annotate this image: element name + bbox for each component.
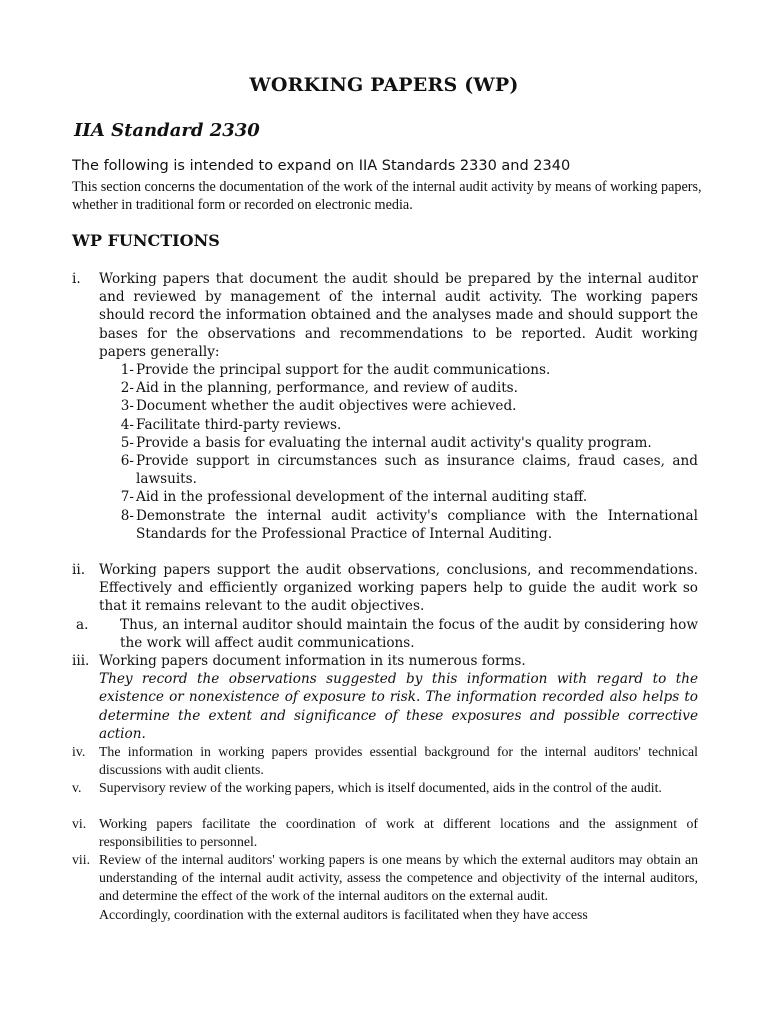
- sub-item-letter: a.: [76, 616, 89, 633]
- item-continuation: Accordingly, coordination with the external auditors is facilitated when they have access: [99, 906, 588, 922]
- sub-item-number: 2-: [120, 380, 134, 397]
- sub-item-number: 8-: [120, 507, 134, 524]
- sub-item-text: Provide a basis for evaluating the internal audit activity's quality program.: [136, 434, 652, 451]
- item-number: vii.: [72, 852, 91, 867]
- sub-item-number: 5-: [120, 434, 134, 451]
- item-text: Working papers that document the audit should be prepared by the internal auditor and reviewed by management of the internal audit activity. The working papers should record the information obtained and the analyses made and should support the bases for the observations and recommendations to be reported. Audit working papers generally:: [99, 271, 698, 360]
- intro-line-1: The following is intended to expand on IIA Standards 2330 and 2340: [72, 158, 571, 174]
- item-number: i.: [72, 271, 81, 287]
- sub-item-text: Demonstrate the internal audit activity's compliance with the International Standards for the Professional Practice of Internal Auditing.: [136, 507, 698, 542]
- sub-item-text: Provide support in circumstances such as insurance claims, fraud cases, and lawsuits.: [136, 453, 698, 488]
- sub-item-number: 3-: [120, 398, 134, 415]
- sub-item: [100, 361, 698, 379]
- sub-item-text: Aid in the professional development of the internal auditing staff.: [136, 489, 588, 506]
- item-number: v.: [72, 780, 82, 795]
- list-item-iii: [72, 652, 698, 743]
- sub-item-text: Facilitate third-party reviews.: [136, 416, 342, 433]
- sub-item: [100, 397, 698, 415]
- item-text: Working papers facilitate the coordination of work at different locations and the assignment of responsibilities to personnel.: [99, 816, 698, 850]
- sub-item-text: Thus, an internal auditor should maintain the focus of the audit by considering how the work will affect audit communications.: [120, 616, 698, 651]
- item-text: Review of the internal auditors' working papers is one means by which the external auditors may obtain an understanding of the internal audit activity, assess the competence and objectivity of the internal auditors, and determine the effect of the work of the internal auditors on the external audit.: [99, 852, 698, 904]
- intro-line-2: This section concerns the documentation of the work of the internal audit activity by means of working papers, whether in traditional form or recorded on electronic media.: [72, 179, 702, 213]
- item-number: vi.: [72, 816, 87, 831]
- sub-item: [100, 507, 698, 543]
- sub-item-text: Document whether the audit objectives were achieved.: [136, 398, 517, 415]
- item-number: iii.: [72, 653, 90, 669]
- item-text: Working papers document information in its numerous forms.: [99, 653, 526, 669]
- list-item-i: [72, 270, 698, 543]
- sub-item: [100, 379, 698, 397]
- list-item-vii: [72, 851, 698, 924]
- sub-item-a: [72, 616, 698, 652]
- sub-item-number: 1-: [120, 362, 134, 379]
- item-text: Working papers support the audit observations, conclusions, and recommendations. Effectively and efficiently organized working papers help to guide the audit work so that it remains relevant to the audit objectives.: [99, 562, 698, 615]
- sub-item-number: 6-: [120, 453, 134, 470]
- standard-subtitle: IIA Standard 2330: [74, 120, 260, 141]
- sub-item: [100, 452, 698, 488]
- item-italic-text: They record the observations suggested by this information with regard to the existence or nonexistence of exposure to risk. The information recorded also helps to determine the extent and significance of these exposures and possible corrective action.: [99, 671, 698, 742]
- item-number: ii.: [72, 562, 86, 578]
- section-heading: WP FUNCTIONS: [72, 231, 220, 250]
- sub-item: [100, 434, 698, 452]
- sub-item: [100, 488, 698, 506]
- document-title: WORKING PAPERS (WP): [249, 74, 519, 96]
- item-number: iv.: [72, 744, 86, 759]
- item-text: The information in working papers provides essential background for the internal auditors' technical discussions with audit clients.: [99, 744, 698, 778]
- list-item-ii: [72, 561, 698, 652]
- sub-item-text: Aid in the planning, performance, and review of audits.: [136, 380, 518, 397]
- sub-item: [100, 416, 698, 434]
- item-text: Supervisory review of the working papers, which is itself documented, aids in the control of the audit.: [99, 780, 662, 795]
- sub-item-text: Provide the principal support for the audit communications.: [136, 362, 551, 379]
- list-item-iv: [72, 743, 698, 779]
- list-item-v: [72, 779, 698, 797]
- sub-item-number: 7-: [120, 489, 134, 506]
- list-item-vi: [72, 815, 698, 851]
- sub-item-number: 4-: [120, 416, 134, 433]
